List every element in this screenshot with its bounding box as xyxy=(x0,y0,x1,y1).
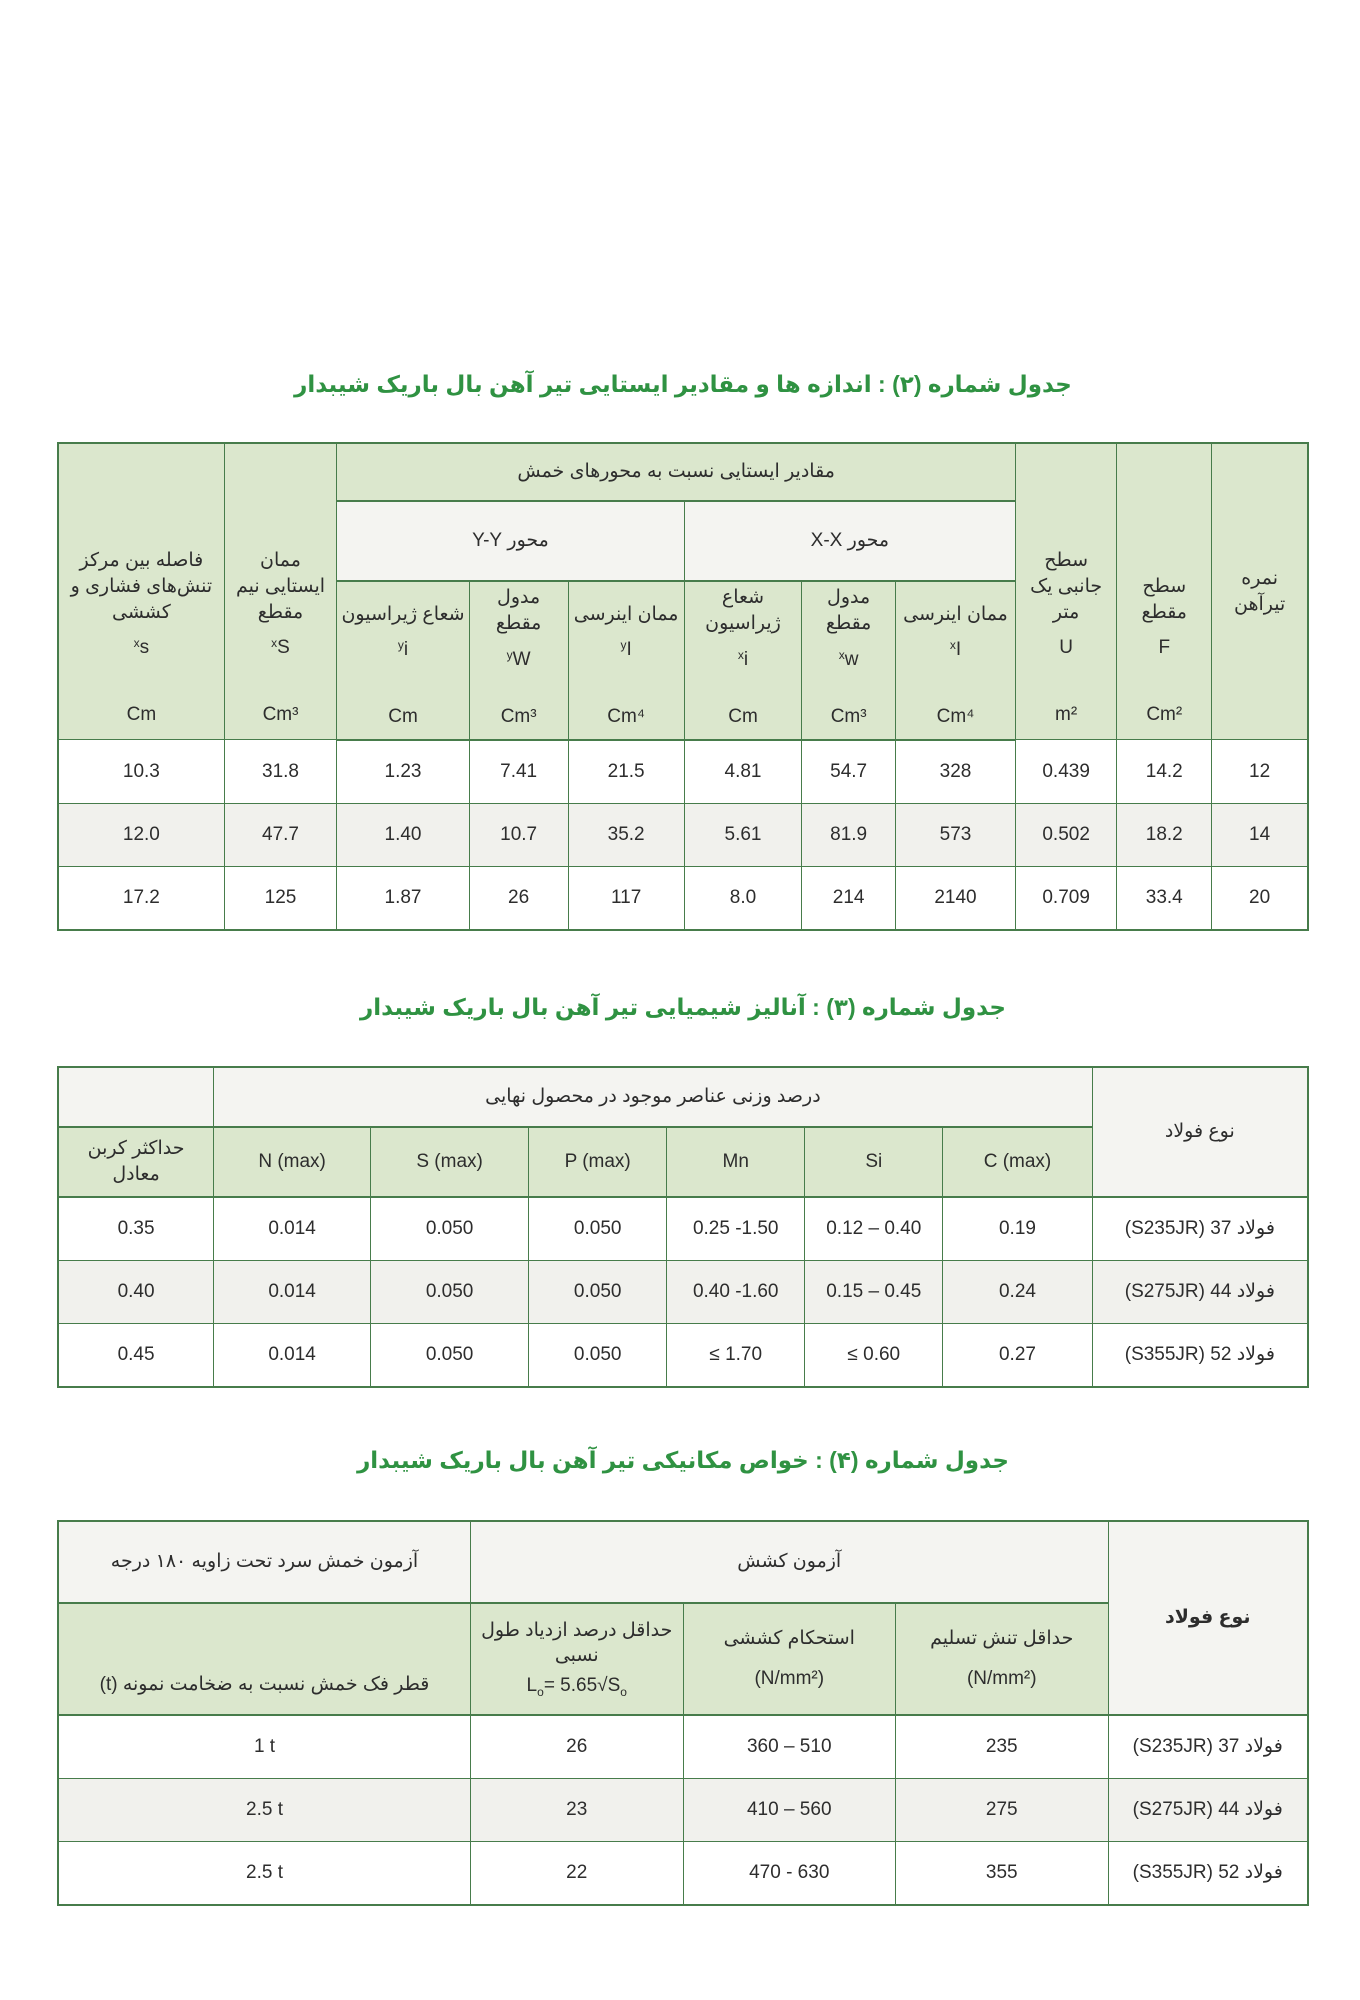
axis-header-yy: محور Y-Y xyxy=(337,501,685,581)
cell-sx: 12.0 xyxy=(58,803,224,866)
group-header-cold-bend-test: آزمون خمش سرد تحت زاویه ۱۸۰ درجه xyxy=(58,1521,471,1603)
col-label: فاصله بین مرکز تنش‌های فشاری و کششی xyxy=(70,550,213,623)
column-header-N: N (max) xyxy=(214,1127,371,1197)
col-unit: (N/mm²) xyxy=(754,1667,825,1689)
cell-steel-type: فولاد 44 (S275JR) xyxy=(1108,1778,1308,1841)
col-unit: Cm⁴ xyxy=(607,705,645,727)
cell-sx: 17.2 xyxy=(58,866,224,930)
group-header-tension-test: آزمون کشش xyxy=(471,1521,1109,1603)
cell-elongation: 26 xyxy=(471,1715,684,1779)
cell-Mn: 0.25 -1.50 xyxy=(667,1197,805,1261)
column-header-gyration-x xyxy=(684,581,802,740)
cell-steel-type: فولاد 44 (S275JR) xyxy=(1092,1260,1308,1323)
col-symbol: I y xyxy=(620,638,632,661)
cell-yield-stress: 355 xyxy=(896,1841,1109,1905)
col-label: ممان ایستایی نیم مقطع xyxy=(235,550,326,623)
col-symbol: S x xyxy=(271,636,290,659)
cell-Sx: 47.7 xyxy=(224,803,337,866)
cell-Iy: 35.2 xyxy=(568,803,684,866)
cell-iy: 1.23 xyxy=(337,740,470,804)
cell-Wx: 54.7 xyxy=(802,740,896,804)
col-unit: Cm xyxy=(728,705,758,727)
header-stack xyxy=(65,450,218,733)
col-unit: Cm³ xyxy=(262,703,299,725)
column-header-inertia-y xyxy=(568,581,684,740)
cell-bend-jaw: 1 t xyxy=(58,1715,471,1779)
header-stack xyxy=(573,585,680,735)
header-stack xyxy=(1022,450,1110,733)
column-header-static-moment xyxy=(224,443,337,740)
col-unit: (N/mm²) xyxy=(966,1667,1037,1689)
cell-yield-stress: 275 xyxy=(896,1778,1109,1841)
column-header-yield-stress xyxy=(896,1603,1109,1715)
cell-ix: 8.0 xyxy=(684,866,802,930)
cell-sx: 10.3 xyxy=(58,740,224,804)
col-symbol: i x xyxy=(737,647,749,670)
header-stack xyxy=(477,1604,677,1714)
cell-carbon-equivalent: 0.45 xyxy=(58,1323,214,1387)
cell-ix: 4.81 xyxy=(684,740,802,804)
header-stack xyxy=(902,1604,1102,1714)
cell-area: 18.2 xyxy=(1117,803,1212,866)
cell-Wx: 81.9 xyxy=(802,803,896,866)
cell-N: 0.014 xyxy=(214,1260,371,1323)
cell-S: 0.050 xyxy=(371,1197,529,1261)
cell-beam-no: 14 xyxy=(1212,803,1308,866)
cell-Ix: 573 xyxy=(896,803,1016,866)
col-label: حداقل تنش تسلیم xyxy=(930,1628,1074,1650)
col-label: شعاع ژیراسیون xyxy=(341,603,465,625)
cell-Iy: 117 xyxy=(568,866,684,930)
cell-tensile-strength: 360 – 510 xyxy=(683,1715,896,1779)
col-symbol: U xyxy=(1059,637,1073,659)
column-header-section-area xyxy=(1117,443,1212,740)
column-header-bend-jaw-diameter xyxy=(58,1603,471,1715)
cell-area: 14.2 xyxy=(1117,740,1212,804)
column-header-elongation xyxy=(471,1603,684,1715)
column-header-beam-number xyxy=(1212,443,1308,740)
gauge-length-formula: $L_o= 5.65√S_o$ xyxy=(526,1674,627,1699)
column-header-steel-type: نوع فولاد xyxy=(1092,1067,1308,1197)
table-mechanical-properties xyxy=(57,1520,1309,1906)
column-header-steel-type: نوع فولاد xyxy=(1108,1521,1308,1715)
cell-steel-type: فولاد 52 (S355JR) xyxy=(1092,1323,1308,1387)
document-page xyxy=(57,0,1309,1906)
cell-iy: 1.87 xyxy=(337,866,470,930)
col-label: سطح جانبی یک متر xyxy=(1030,550,1103,623)
table4-title: جدول شماره (۴) : خواص مکانیکی تیر آهن بال باریک شیبدار xyxy=(357,1446,1009,1473)
cell-bend-jaw: 2.5 t xyxy=(58,1778,471,1841)
header-stack xyxy=(474,585,564,735)
column-header-modulus-x xyxy=(802,581,896,740)
cell-steel-type: فولاد 37 (S235JR) xyxy=(1092,1197,1308,1261)
col-symbol: w x xyxy=(838,647,859,670)
cell-P: 0.050 xyxy=(529,1197,667,1261)
col-symbol: s x xyxy=(133,636,150,659)
col-label: مدول مقطع xyxy=(495,587,542,635)
column-header-lateral-surface xyxy=(1016,443,1117,740)
header-stack xyxy=(231,450,331,733)
cell-Wy: 7.41 xyxy=(469,740,568,804)
table-chemical-analysis xyxy=(57,1066,1309,1388)
col-label: ممان اینرسی xyxy=(573,603,679,625)
cell-iy: 1.40 xyxy=(337,803,470,866)
table3-title: جدول شماره (۳) : آنالیز شیمیایی تیر آهن بال باریک شیبدار xyxy=(360,993,1006,1020)
axis-header-xx: محور X-X xyxy=(684,501,1015,581)
col-symbol: I x xyxy=(949,638,962,661)
col-label: نمره تیرآهن xyxy=(1233,568,1286,615)
column-header-stress-center-distance xyxy=(58,443,224,740)
cell-Wx: 214 xyxy=(802,866,896,930)
col-label: مدول مقطع xyxy=(825,587,872,635)
table2-title: جدول شماره (۲) : اندازه ها و مقادیر ایستایی تیر آهن بال باریک شیبدار xyxy=(294,371,1072,397)
cell-lateral: 0.502 xyxy=(1016,803,1117,866)
col-unit: Cm xyxy=(388,705,418,727)
column-header-Si: Si xyxy=(805,1127,943,1197)
cell-Si: 0.15 – 0.45 xyxy=(805,1260,943,1323)
table-static-values xyxy=(57,442,1309,931)
group-header-weight-percent: درصد وزنی عناصر موجود در محصول نهایی xyxy=(214,1067,1092,1127)
cell-elongation: 22 xyxy=(471,1841,684,1905)
cell-S: 0.050 xyxy=(371,1260,529,1323)
cell-bend-jaw: 2.5 t xyxy=(58,1841,471,1905)
cell-P: 0.050 xyxy=(529,1323,667,1387)
col-label: حداقل درصد ازدیاد طول نسبی xyxy=(481,1619,673,1667)
col-unit: m² xyxy=(1055,703,1078,725)
col-unit: Cm xyxy=(126,703,157,725)
group-header-static-values: مقادیر ایستایی نسبت به محورهای خمش xyxy=(337,443,1016,501)
col-symbol: W y xyxy=(506,647,531,670)
col-unit: Cm² xyxy=(1146,703,1183,725)
col-unit: Cm³ xyxy=(500,705,537,727)
cell-P: 0.050 xyxy=(529,1260,667,1323)
header-stack xyxy=(65,1604,464,1714)
header-stack xyxy=(806,585,891,735)
cell-lateral: 0.439 xyxy=(1016,740,1117,804)
column-header-inertia-x xyxy=(896,581,1016,740)
cell-Mn: ≤ 1.70 xyxy=(667,1323,805,1387)
cell-Sx: 125 xyxy=(224,866,337,930)
cell-yield-stress: 235 xyxy=(896,1715,1109,1779)
header-stack xyxy=(1123,450,1205,733)
column-header-carbon-equivalent: حداکثر کربن معادل xyxy=(58,1127,214,1197)
column-header-modulus-y xyxy=(469,581,568,740)
cell-lateral: 0.709 xyxy=(1016,866,1117,930)
cell-Wy: 26 xyxy=(469,866,568,930)
col-unit: Cm³ xyxy=(830,705,867,727)
cell-beam-no: 20 xyxy=(1212,866,1308,930)
cell-tensile-strength: 470 - 630 xyxy=(683,1841,896,1905)
empty-corner-cell xyxy=(58,1067,214,1127)
cell-Ix: 2140 xyxy=(896,866,1016,930)
cell-Mn: 0.40 -1.60 xyxy=(667,1260,805,1323)
col-label: قطر فک خمش نسبت به ضخامت نمونه (t) xyxy=(99,1674,430,1696)
cell-Wy: 10.7 xyxy=(469,803,568,866)
cell-tensile-strength: 410 – 560 xyxy=(683,1778,896,1841)
cell-N: 0.014 xyxy=(214,1197,371,1261)
header-stack xyxy=(690,1604,890,1714)
cell-Si: 0.12 – 0.40 xyxy=(805,1197,943,1261)
cell-elongation: 23 xyxy=(471,1778,684,1841)
cell-carbon-equivalent: 0.35 xyxy=(58,1197,214,1261)
column-header-Mn: Mn xyxy=(667,1127,805,1197)
column-header-tensile-strength xyxy=(683,1603,896,1715)
col-label: شعاع ژیراسیون xyxy=(705,587,781,635)
column-header-P: P (max) xyxy=(529,1127,667,1197)
column-header-S: S (max) xyxy=(371,1127,529,1197)
cell-area: 33.4 xyxy=(1117,866,1212,930)
cell-C: 0.19 xyxy=(943,1197,1092,1261)
column-header-C: C (max) xyxy=(943,1127,1092,1197)
cell-ix: 5.61 xyxy=(684,803,802,866)
cell-N: 0.014 xyxy=(214,1323,371,1387)
header-stack xyxy=(341,585,465,735)
cell-Ix: 328 xyxy=(896,740,1016,804)
cell-Iy: 21.5 xyxy=(568,740,684,804)
cell-C: 0.24 xyxy=(943,1260,1092,1323)
cell-beam-no: 12 xyxy=(1212,740,1308,804)
cell-carbon-equivalent: 0.40 xyxy=(58,1260,214,1323)
column-header-gyration-y xyxy=(337,581,470,740)
cell-S: 0.050 xyxy=(371,1323,529,1387)
header-stack xyxy=(689,585,798,735)
cell-Si: ≤ 0.60 xyxy=(805,1323,943,1387)
col-symbol: i y xyxy=(397,638,409,661)
cell-C: 0.27 xyxy=(943,1323,1092,1387)
header-stack xyxy=(900,585,1011,735)
cell-steel-type: فولاد 52 (S355JR) xyxy=(1108,1841,1308,1905)
col-unit: Cm⁴ xyxy=(936,705,975,727)
cell-Sx: 31.8 xyxy=(224,740,337,804)
col-symbol: F xyxy=(1158,637,1171,659)
col-label: استحکام کششی xyxy=(723,1628,855,1650)
cell-steel-type: فولاد 37 (S235JR) xyxy=(1108,1715,1308,1779)
col-label: ممان اینرسی xyxy=(903,603,1008,625)
col-label: سطح مقطع xyxy=(1141,575,1187,623)
